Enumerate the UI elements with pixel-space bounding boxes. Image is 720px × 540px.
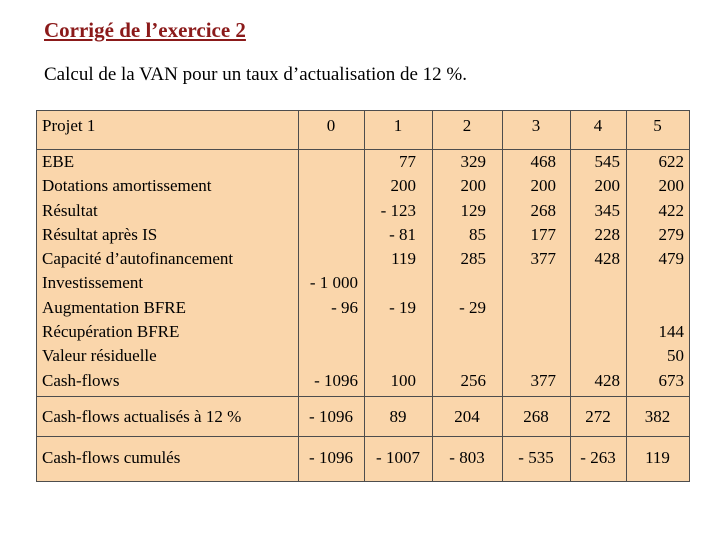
row-divider — [36, 436, 690, 437]
actualises-year-5: 382 — [644, 407, 671, 426]
year-0-values: - 1 000 - 96 - 1096 — [309, 273, 358, 390]
cumules-year-2: - 803 — [449, 448, 485, 467]
cumules-year-1: - 1007 — [376, 448, 420, 467]
actualises-year-4: 272 — [585, 407, 611, 426]
cumules-year-5: 119 — [645, 448, 670, 467]
header-year-5: 5 — [653, 116, 662, 135]
table-border — [689, 110, 690, 482]
cumules-year-3: - 535 — [518, 448, 554, 467]
header-year-1: 1 — [393, 116, 403, 135]
actualises-year-1: 89 — [389, 407, 407, 426]
row-labels: EBE Dotations amortissement Résultat Résultat après IS Capacité d’autofinancement Investissement Augmentation BFRE Récupération BFRE Valeur résiduelle Cash-flows — [42, 152, 234, 390]
van-table — [36, 110, 690, 482]
table-border — [36, 481, 690, 482]
cumules-year-4: - 263 — [580, 448, 616, 467]
page-title: Corrigé de l’exercice 2 — [44, 18, 246, 42]
year-1-values: 77 200 - 123 - 81 119 - 19 100 — [380, 152, 416, 390]
row-divider — [36, 396, 690, 397]
header-project: Projet 1 — [42, 116, 96, 135]
actualises-label: Cash-flows actualisés à 12 % — [42, 407, 242, 426]
header-year-4: 4 — [593, 116, 603, 135]
cumules-year-0: - 1096 — [309, 448, 353, 467]
actualises-year-2: 204 — [454, 407, 480, 426]
year-4-values: 545 200 345 228 428 428 — [594, 152, 620, 390]
year-2-values: 329 200 129 85 285 - 29 256 — [459, 152, 486, 390]
year-5-values: 622 200 422 279 479 144 50 673 — [658, 152, 684, 390]
subtitle: Calcul de la VAN pour un taux d’actualisation de 12 %. — [44, 64, 468, 85]
cumules-label: Cash-flows cumulés — [42, 448, 181, 467]
header-year-3: 3 — [531, 116, 541, 135]
table-border — [36, 110, 690, 111]
table-border — [36, 110, 37, 482]
actualises-year-0: - 1096 — [309, 407, 353, 426]
header-year-0: 0 — [326, 116, 336, 135]
actualises-year-3: 268 — [523, 407, 549, 426]
header-year-2: 2 — [462, 116, 472, 135]
year-3-values: 468 200 268 177 377 377 — [530, 152, 556, 390]
